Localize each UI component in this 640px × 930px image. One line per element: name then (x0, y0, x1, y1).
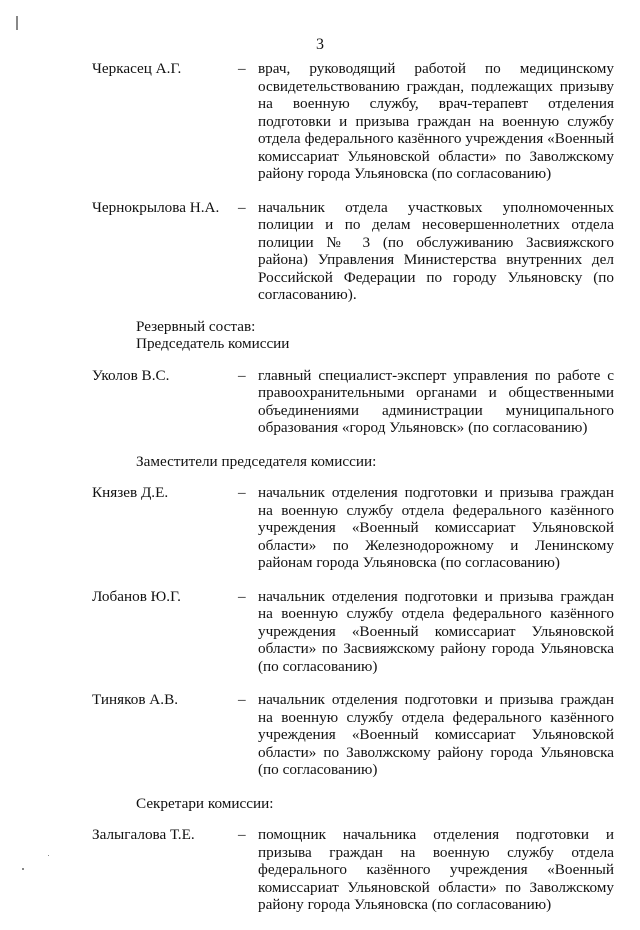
member-entry (92, 691, 614, 779)
scan-speck (22, 868, 24, 870)
dash: – (238, 198, 246, 216)
member-entry (92, 826, 614, 914)
member-entry (92, 367, 614, 437)
member-entry (92, 60, 614, 183)
dash: – (238, 826, 246, 843)
member-description: начальник отделения подготовки и призыва граждан на военную службу отдела федерального казённого учреждения «Военный комиссариат Ульяновской области» по Засвияжскому району города Ульяновска (по согласованию) (258, 587, 614, 675)
deputies-heading: Заместители председателя комиссии: (136, 452, 377, 470)
member-description: начальник отделения подготовки и призыва граждан на военную службу отдела федерального казённого учреждения «Военный комиссариат Ульяновской области» по Железнодорожному и Ленинскому районам города Ульяновска (по согласованию) (258, 484, 614, 571)
member-name: Залыгалова Т.Е. (92, 826, 195, 843)
dash: – (238, 691, 246, 708)
member-name: Чернокрылова Н.А. (92, 198, 220, 216)
reserve-heading: Резервный состав: (136, 317, 256, 335)
scan-speck (48, 855, 49, 856)
member-description: главный специалист-эксперт управления по работе с правоохранительными органами и общественными объединениями администрации муниципального образования «город Ульяновск» (по согласованию) (258, 366, 614, 436)
member-name: Черкасец А.Г. (92, 60, 182, 77)
page-number: 3 (316, 36, 324, 53)
secretaries-header (92, 795, 614, 813)
document-body (92, 60, 614, 930)
dash: – (238, 60, 246, 77)
member-entry (92, 199, 614, 304)
member-description: врач, руководящий работой по медицинскому освидетельствованию граждан, подлежащих призыву на военную службу, врач-терапевт отделения подготовки и призыва граждан на военную службу отдела федерального казённого учреждения «Военный комиссариат Ульяновской области» по Заволжскому району города Ульяновска (по согласованию) (258, 60, 614, 182)
member-name: Уколов В.С. (92, 366, 170, 384)
member-entry (92, 484, 614, 572)
secretaries-heading: Секретари комиссии: (136, 794, 274, 812)
dash: – (238, 484, 246, 501)
member-name: Князев Д.Е. (92, 484, 169, 501)
deputies-header (92, 453, 614, 471)
member-name: Тиняков А.В. (92, 691, 178, 708)
member-description: начальник отдела участковых уполномоченных полиции и по делам несовершеннолетних отдела полиции № 3 (по обслуживанию Засвияжского района) Управления Министерства внутренних дел Российской Федерации по городу Ульяновску (по согласованию). (258, 198, 614, 303)
member-name: Лобанов Ю.Г. (92, 587, 181, 605)
dash: – (238, 587, 246, 605)
reserve-header (92, 318, 614, 353)
member-entry (92, 588, 614, 676)
scan-speck (16, 16, 18, 30)
member-description: помощник начальника отделения подготовки и призыва граждан на военную службу отдела федерального казённого учреждения «Военный комиссариат Ульяновской области» по Заволжскому району города Ульяновска (по согласованию) (258, 826, 614, 913)
member-description: начальник отделения подготовки и призыва граждан на военную службу отдела федерального казённого учреждения «Военный комиссариат Ульяновской области» по Заволжскому району города Ульяновска (по согласованию) (258, 691, 614, 778)
dash: – (238, 366, 246, 384)
chair-heading: Председатель комиссии (136, 335, 290, 352)
